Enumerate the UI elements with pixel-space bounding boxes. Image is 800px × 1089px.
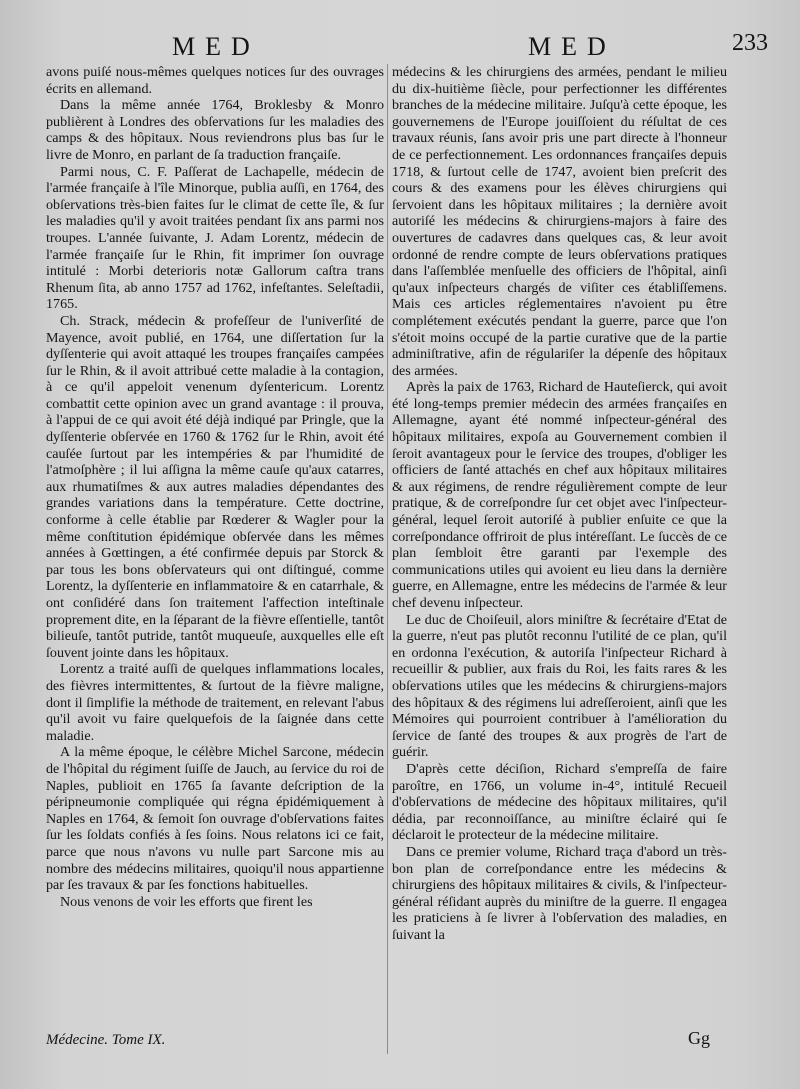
running-head-left: MED: [172, 32, 260, 61]
running-head: [0, 28, 800, 64]
gathering-mark: Gg: [688, 1028, 710, 1048]
paragraph: Dans ce premier volume, Richard traça d'abord un très-bon plan de correſpondance entre les médecins & chirurgiens des hôpitaux militaires & civils, & l'inſpecteur-général réſidant auprès du miniſtre de la guerre. Il engagea les praticiens à ſe livrer à l'obſervation des maladies, en ſuivant la: [392, 843, 727, 943]
paragraph: A la même époque, le célèbre Michel Sarcone, médecin de l'hôpital du régiment ſuiſſe de Jauch, au ſervice du roi de Naples, publioit en 1765 ſa ſavante deſcription de la péripneumonie compliquée qui régna épidémiquement à Naples en 1764, & ſemoit ſon ouvrage d'obſervations faites ſur les ſoldats confiés à ſes ſoins. Nous relatons ici ce fait, parce que nous n'avons vu nulle part Sarcone mis au nombre des médecins militaires, quoiqu'il nous appartienne par ſes travaux & par ſes fonctions habituelles.: [46, 744, 384, 894]
paragraph: avons puiſé nous-mêmes quelques notices ſur des ouvrages écrits en allemand.: [46, 64, 384, 97]
signature-mark: Médecine. Tome IX.: [46, 1032, 166, 1048]
paragraph: médecins & les chirurgiens des armées, pendant le milieu du dix-huitième ſiècle, pour perfectionner les différentes branches de la médecine militaire. Juſqu'à cette époque, les gouvernemens de l'Europe jouiſſoient du réſultat de ces travaux réunis, ſans avoir pris une part directe à l'honneur de ce perfectionnement. Les ordonnances françaiſes depuis 1718, & ſurtout celle de 1747, avoient bien preſcrit des cours & des examens pour les élèves chirurgiens qui ſervoient dans les hôpitaux militaires ; la dernière avoit autoriſé les médecins & chirurgiens-majors à faire des ouvertures de cadavres dans quelques cas, & leur avoit ordonné de rendre compte de leurs obſervations pratiques dans l'aſſemblée menſuelle des officiers de l'hôpital, ainſi qu'aux inſpecteurs chargés de viſiter ces établiſſemens. Mais ces articles réglementaires n'avoient pu être complétement exécutés pendant la guerre, parce que l'on s'étoit moins occupé de la partie curative que de la partie adminiſtrative, afin de régulariſer la dépenſe des hôpitaux des armées.: [392, 64, 727, 379]
page-footer: [40, 1028, 730, 1072]
paragraph: Après la paix de 1763, Richard de Hauteſierck, qui avoit été long-temps premier médecin des armées françaiſes en Allemagne, ayant été nommé inſpecteur-général des hôpitaux militaires, expoſa au Gouvernement combien il ſeroit avantageux pour le ſervice des troupes, d'obliger les officiers de ſanté attachés en chef aux hôpitaux militaires & aux régimens, de rendre régulièrement compte de leur pratique, & de correſpondre ſur cet objet avec l'inſpecteur-général, lequel ſeroit autoriſé à publier enſuite ce que la correſpondance offriroit de plus intéreſſant. Le ſuccès de ce plan ſembloit être garanti par l'exemple des communications utiles qui avoient eu lieu dans la dernière guerre, en Allemagne, entre les médecins de l'armée & leur chef devenu inſpecteur.: [392, 379, 727, 611]
right-column: [392, 64, 727, 943]
paragraph: D'après cette déciſion, Richard s'empreſſa de faire paroître, en 1766, un volume in-4°, intitulé Recueil d'obſervations de médecine des hôpitaux militaires, qu'il dédia, par reconnoiſſance, au miniſtre éclairé qui ſe déclaroit le protecteur de la médecine militaire.: [392, 760, 727, 844]
running-head-right: MED: [528, 32, 616, 61]
paragraph: Dans la même année 1764, Broklesby & Monro publièrent à Londres des obſervations ſur les maladies des camps & des hôpitaux. Nous reviendrons plus bas ſur le livre de Monro, en parlant de ſa traduction françaiſe.: [46, 97, 384, 163]
page-number: 233: [732, 30, 768, 56]
paragraph: Le duc de Choiſeuil, alors miniſtre & ſecrétaire d'Etat de la guerre, n'eut pas plutôt reconnu l'utilité de ce plan, qu'il en ordonna l'exécution, & autoriſa l'inſpecteur Richard à recueillir & publier, aux frais du Roi, les faits rares & les obſervations utiles que les médecins & chirurgiens-majors des hôpitaux & des régimens lui adreſſeroient, ainſi que les Mémoires qui pourroient contribuer à l'amélioration du ſervice de ſanté des troupes & aux progrès de l'art de guérir.: [392, 611, 727, 761]
paragraph: Ch. Strack, médecin & profeſſeur de l'univerſité de Mayence, avoit publié, en 1764, une diſſertation ſur la dyſſenterie qui avoit attaqué les troupes françaiſes campées ſur le Rhin, & il avoit attribué cette maladie à la contagion, à ce qu'il appeloit venenum dyſentericum. Lorentz combattit cette opinion avec un grand avantage : il prouva, à l'appui de ce qui avoit été déjà indiqué par Pringle, que la dyſſenterie obſervée en 1760 & 1762 ſur le Rhin, avoit été cauſée ſurtout par les intempéries & par l'humidité de l'atmoſphère ; il lui aſſigna la même cauſe qu'aux catarres, aux rhumatiſmes & aux autres maladies dépendantes des grandes variations dans la température. Cette doctrine, conforme à celle établie par Rœderer & Wagler pour la même conſtitution épidémique obſervée dans les mêmes années à Gœttingen, a été confirmée depuis par Storck & par tous les bons obſervateurs qui ont diſtingué, comme Lorentz, la dyſſenterie en inflammatoire & en catarrhale, & ont conſidéré dans ſon traitement l'affection inteſtinale proprement dite, en la ſéparant de la fièvre eſſentielle, tantôt bilieuſe, tantôt putride, tantôt muqueuſe, auxquelles elle eſt ſouvent jointe dans les hôpitaux.: [46, 312, 384, 661]
paragraph: Nous venons de voir les efforts que firent les: [60, 893, 313, 910]
left-column: [46, 64, 384, 910]
paragraph: Lorentz a traité auſſi de quelques inflammations locales, des fièvres intermittentes, & ſurtout de la fièvre maligne, dont il ſimplifie la méthode de traitement, en relevant l'abus qu'il avoit vu faire quelquefois de la ſaignée dans cette maladie.: [46, 661, 384, 744]
paragraph: Parmi nous, C. F. Paſſerat de Lachapelle, médecin de l'armée françaiſe à l'île Minorque, publia auſſi, en 1764, des obſervations très-bien faites ſur le climat de cette île, & ſur les maladies qu'il y avoit traitées pendant ſix ans parmi nos troupes. L'année ſuivante, J. Adam Lorentz, médecin de l'armée françaiſe ſur le Rhin, fit imprimer ſon ouvrage intitulé : Morbi deterioris notæ Gallorum caſtra trans Rhenum ſita, ab anno 1757 ad 1762, infeſtantes. Seleſtadii, 1765.: [46, 163, 384, 313]
column-divider: [387, 64, 388, 1054]
